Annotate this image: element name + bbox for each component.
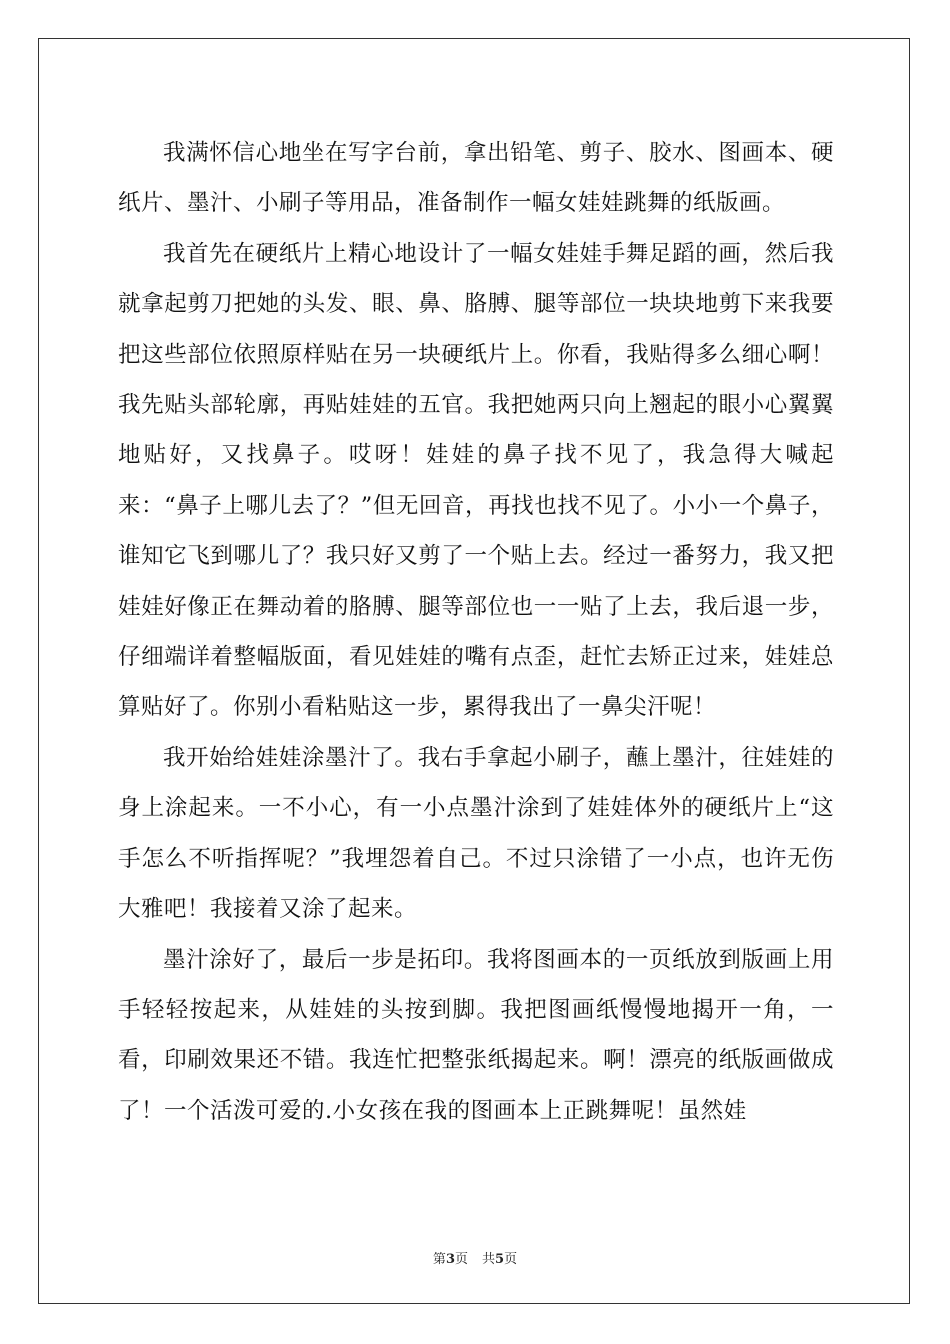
- page-footer: [0, 1248, 950, 1267]
- paragraph-3: 我开始给娃娃涂墨汁了。我右手拿起小刷子，蘸上墨汁，往娃娃的身上涂起来。一不小心，有一小点墨汁涂到了娃娃体外的硬纸片上“这手怎么不听指挥呢？”我埋怨着自己。不过只涂错了一小点，也许无伤大雅吧！我接着又涂了起来。: [118, 744, 834, 923]
- footer-total-prefix: 共: [482, 1252, 496, 1267]
- paragraph-1: 我满怀信心地坐在写字台前，拿出铅笔、剪子、胶水、图画本、硬纸片、墨汁、小刷子等用品，准备制作一幅女娃娃跳舞的纸版画。: [118, 140, 834, 217]
- paragraph-2: 我首先在硬纸片上精心地设计了一幅女娃娃手舞足蹈的画，然后我就拿起剪刀把她的头发、眼、鼻、胳膊、腿等部位一块块地剪下来我要把这些部位依照原样贴在另一块硬纸片上。你看，我贴得多么细心啊！我先贴头部轮廓，再贴娃娃的五官。我把她两只向上翘起的眼小心翼翼地贴好，又找鼻子。哎呀！娃娃的鼻子找不见了，我急得大喊起来：“鼻子上哪儿去了？”但无回音，再找也找不见了。小小一个鼻子，谁知它飞到哪儿了？我只好又剪了一个贴上去。经过一番努力，我又把娃娃好像正在舞动着的胳膊、腿等部位也一一贴了上去，我后退一步，仔细端详着整幅版面，看见娃娃的嘴有点歪，赶忙去矫正过来，娃娃总算贴好了。你别小看粘贴这一步，累得我出了一鼻尖汗呢！: [118, 240, 834, 721]
- footer-total-suffix: 页: [504, 1252, 518, 1267]
- footer-page-suffix: 页: [454, 1252, 468, 1267]
- footer-total-pages: 5: [495, 1252, 505, 1267]
- footer-page-prefix: 第: [432, 1252, 446, 1267]
- footer-page-number: 3: [445, 1252, 455, 1267]
- document-body: [118, 128, 834, 1136]
- paragraph-4: 墨汁涂好了，最后一步是拓印。我将图画本的一页纸放到版画上用手轻轻按起来，从娃娃的头按到脚。我把图画纸慢慢地揭开一角，一看，印刷效果还不错。我连忙把整张纸揭起来。啊！漂亮的纸版画做成了！一个活泼可爱的.小女孩在我的图画本上正跳舞呢！虽然娃: [118, 946, 834, 1124]
